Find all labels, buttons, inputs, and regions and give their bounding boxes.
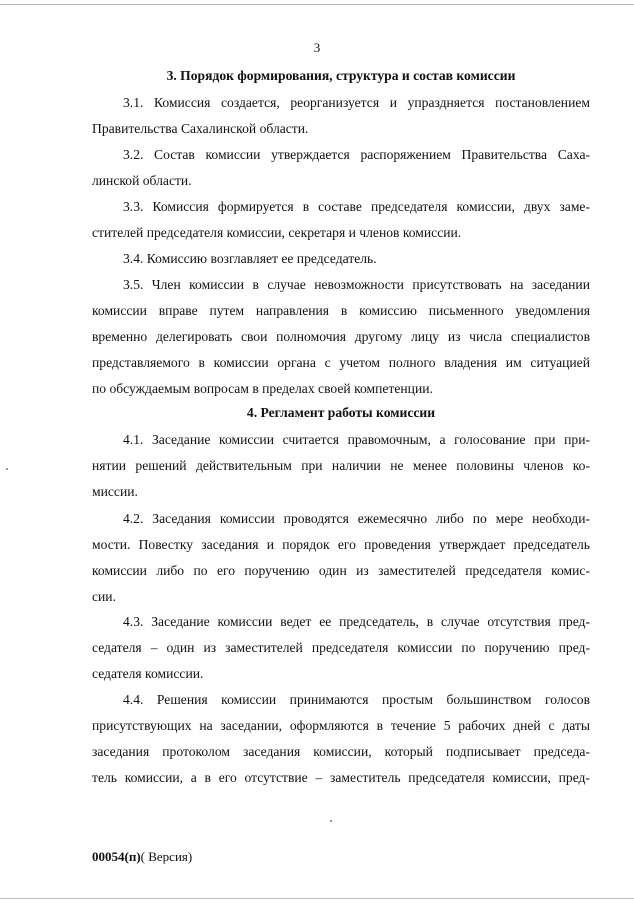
section-4-line: седателя – один из заместителей председателя комиссии по поручению пред- (92, 640, 590, 655)
section-4-line: 4.2. Заседания комиссии проводятся ежемесячно либо по мере необходи- (123, 511, 590, 526)
section-4-line: седателя комиссии. (92, 666, 204, 681)
section-3-line: по обсуждаемым вопросам в пределах своей компетенции. (92, 381, 433, 396)
document-code: 00054(п) (92, 849, 141, 864)
scan-speck (6, 468, 8, 470)
section-4-line: нятии решений действительным при наличии не менее половины членов ко- (92, 458, 590, 473)
section-4-line: комиссии либо по его поручению один из заместителей председателя комис- (92, 563, 590, 578)
scan-edge-bottom (0, 898, 634, 899)
section-3-line: 3.5. Член комиссии в случае невозможности присутствовать на заседании (123, 277, 590, 292)
section-4-line: присутствующих на заседании, оформляются в течение 5 рабочих дней с даты (92, 718, 590, 733)
section-3-line: 3.2. Состав комиссии утверждается распоряжением Правительства Саха- (123, 147, 590, 162)
document-footer (92, 849, 192, 865)
section-3-line: стителей председателя комиссии, секретаря и членов комиссии. (92, 225, 462, 240)
section-3-line: линской области. (92, 173, 192, 188)
section-4-line: тель комиссии, а в его отсутствие – заместитель председателя комиссии, пред- (92, 770, 590, 785)
section-3-line: Правительства Сахалинской области. (92, 121, 309, 136)
section-4-line: сии. (92, 589, 116, 604)
section-3-line: комиссии вправе путем направления в комиссию письменного уведомления (92, 303, 590, 318)
section-3-line: 3.1. Комиссия создается, реорганизуется и упраздняется постановлением (123, 95, 590, 110)
section-4-line: 4.4. Решения комиссии принимаются простым большинством голосов (123, 692, 590, 707)
section-4-line: заседания протоколом заседания комиссии, который подписывает председа- (92, 744, 590, 759)
section-3-line: представляемого в комиссии органа с учетом полного владения им ситуацией (92, 355, 590, 370)
section-3-heading: 3. Порядок формирования, структура и состав комиссии (166, 68, 516, 83)
section-4-line: 4.3. Заседание комиссии ведет ее председатель, в случае отсутствия пред- (123, 614, 590, 629)
section-3-line: 3.3. Комиссия формируется в составе председателя комиссии, двух заме- (123, 199, 590, 214)
section-3-line: временно делегировать свои полномочия другому лицу из числа специалистов (92, 329, 590, 344)
section-4-line: 4.1. Заседание комиссии считается правомочным, а голосование при при- (123, 432, 590, 447)
document-version: ( Версия) (140, 849, 193, 864)
section-4-line: миссии. (92, 484, 138, 499)
scan-edge-top (0, 4, 634, 5)
scan-speck (330, 820, 332, 822)
section-4-line: мости. Повестку заседания и порядок его проведения утверждает председатель (92, 537, 590, 552)
section-4-heading: 4. Регламент работы комиссии (246, 405, 436, 420)
section-3-line: 3.4. Комиссию возглавляет ее председатель. (123, 251, 377, 266)
page-number: 3 (313, 40, 321, 55)
